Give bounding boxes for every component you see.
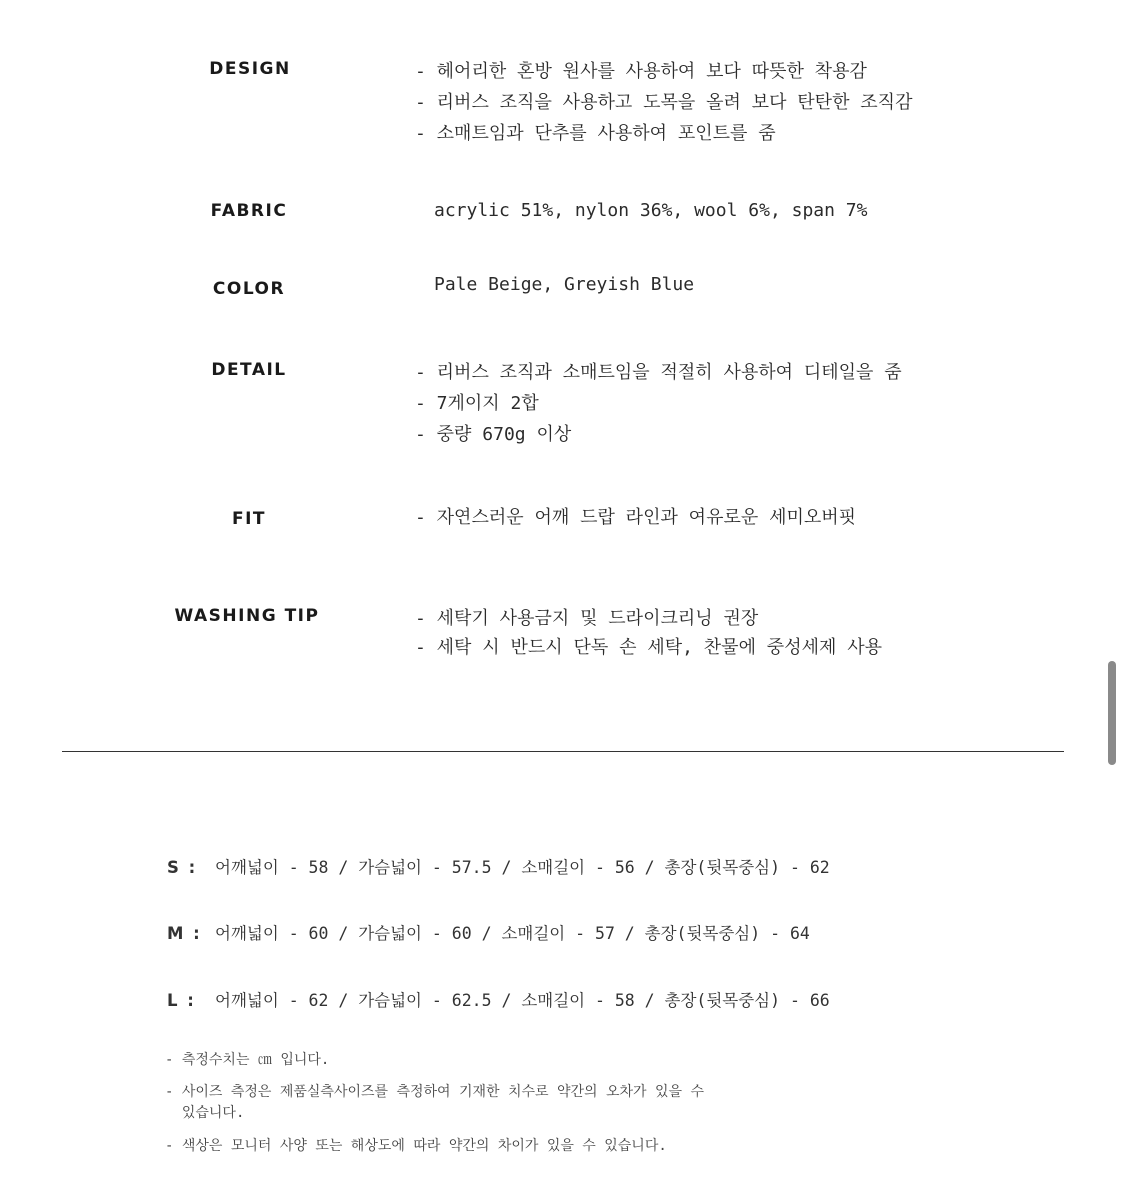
fabric-value: acrylic 51%, nylon 36%, wool 6%, span 7% [434,200,868,221]
label-fit: FIT [231,509,267,529]
design-line: - 리버스 조직을 사용하고 도목을 올려 보다 탄탄한 조직감 [415,92,913,113]
size-row-m [167,920,810,944]
note-measurement-cont: 있습니다. [165,1105,245,1121]
note-measurement: - 사이즈 측정은 제품실측사이즈를 측정하여 기재한 치수로 약간의 오차가 있을 수 [165,1084,705,1100]
size-key: S : [167,858,198,877]
size-key: L : [167,991,196,1010]
label-design: DESIGN [209,59,291,79]
label-detail: DETAIL [211,360,287,380]
size-row-l [167,987,830,1011]
design-line: - 헤어리한 혼방 원사를 사용하여 보다 따뜻한 착용감 [415,61,867,82]
size-measurements: 어깨넓이 - 60 / 가슴넓이 - 60 / 소매길이 - 57 / 총장(뒷목중심) - 64 [215,924,810,943]
note-color: - 색상은 모니터 사양 또는 해상도에 따라 약간의 차이가 있을 수 있습니다. [165,1138,667,1154]
scrollbar-thumb[interactable] [1108,661,1116,765]
design-line: - 소매트임과 단추를 사용하여 포인트를 줌 [415,123,776,144]
size-row-s [167,854,830,878]
fit-line: - 자연스러운 어깨 드랍 라인과 여유로운 세미오버핏 [415,507,857,528]
detail-line: - 7게이지 2합 [415,393,539,414]
label-color: COLOR [212,279,286,299]
washing-line: - 세탁 시 반드시 단독 손 세탁, 찬물에 중성세제 사용 [415,637,882,658]
label-fabric: FABRIC [210,201,288,221]
size-measurements: 어깨넓이 - 62 / 가슴넓이 - 62.5 / 소매길이 - 58 / 총장(뒷목중심) - 66 [215,991,830,1010]
detail-line: - 리버스 조직과 소매트임을 적절히 사용하여 디테일을 줌 [415,362,902,383]
color-value: Pale Beige, Greyish Blue [434,274,695,295]
detail-line: - 중량 670g 이상 [415,424,572,445]
size-key: M : [167,924,202,943]
label-washing-tip: WASHING TIP [174,606,320,626]
note-unit: - 측정수치는 ㎝ 입니다. [165,1052,330,1068]
section-divider [62,751,1064,752]
size-measurements: 어깨넓이 - 58 / 가슴넓이 - 57.5 / 소매길이 - 56 / 총장(뒷목중심) - 62 [215,858,830,877]
washing-line: - 세탁기 사용금지 및 드라이크리닝 권장 [415,608,759,629]
